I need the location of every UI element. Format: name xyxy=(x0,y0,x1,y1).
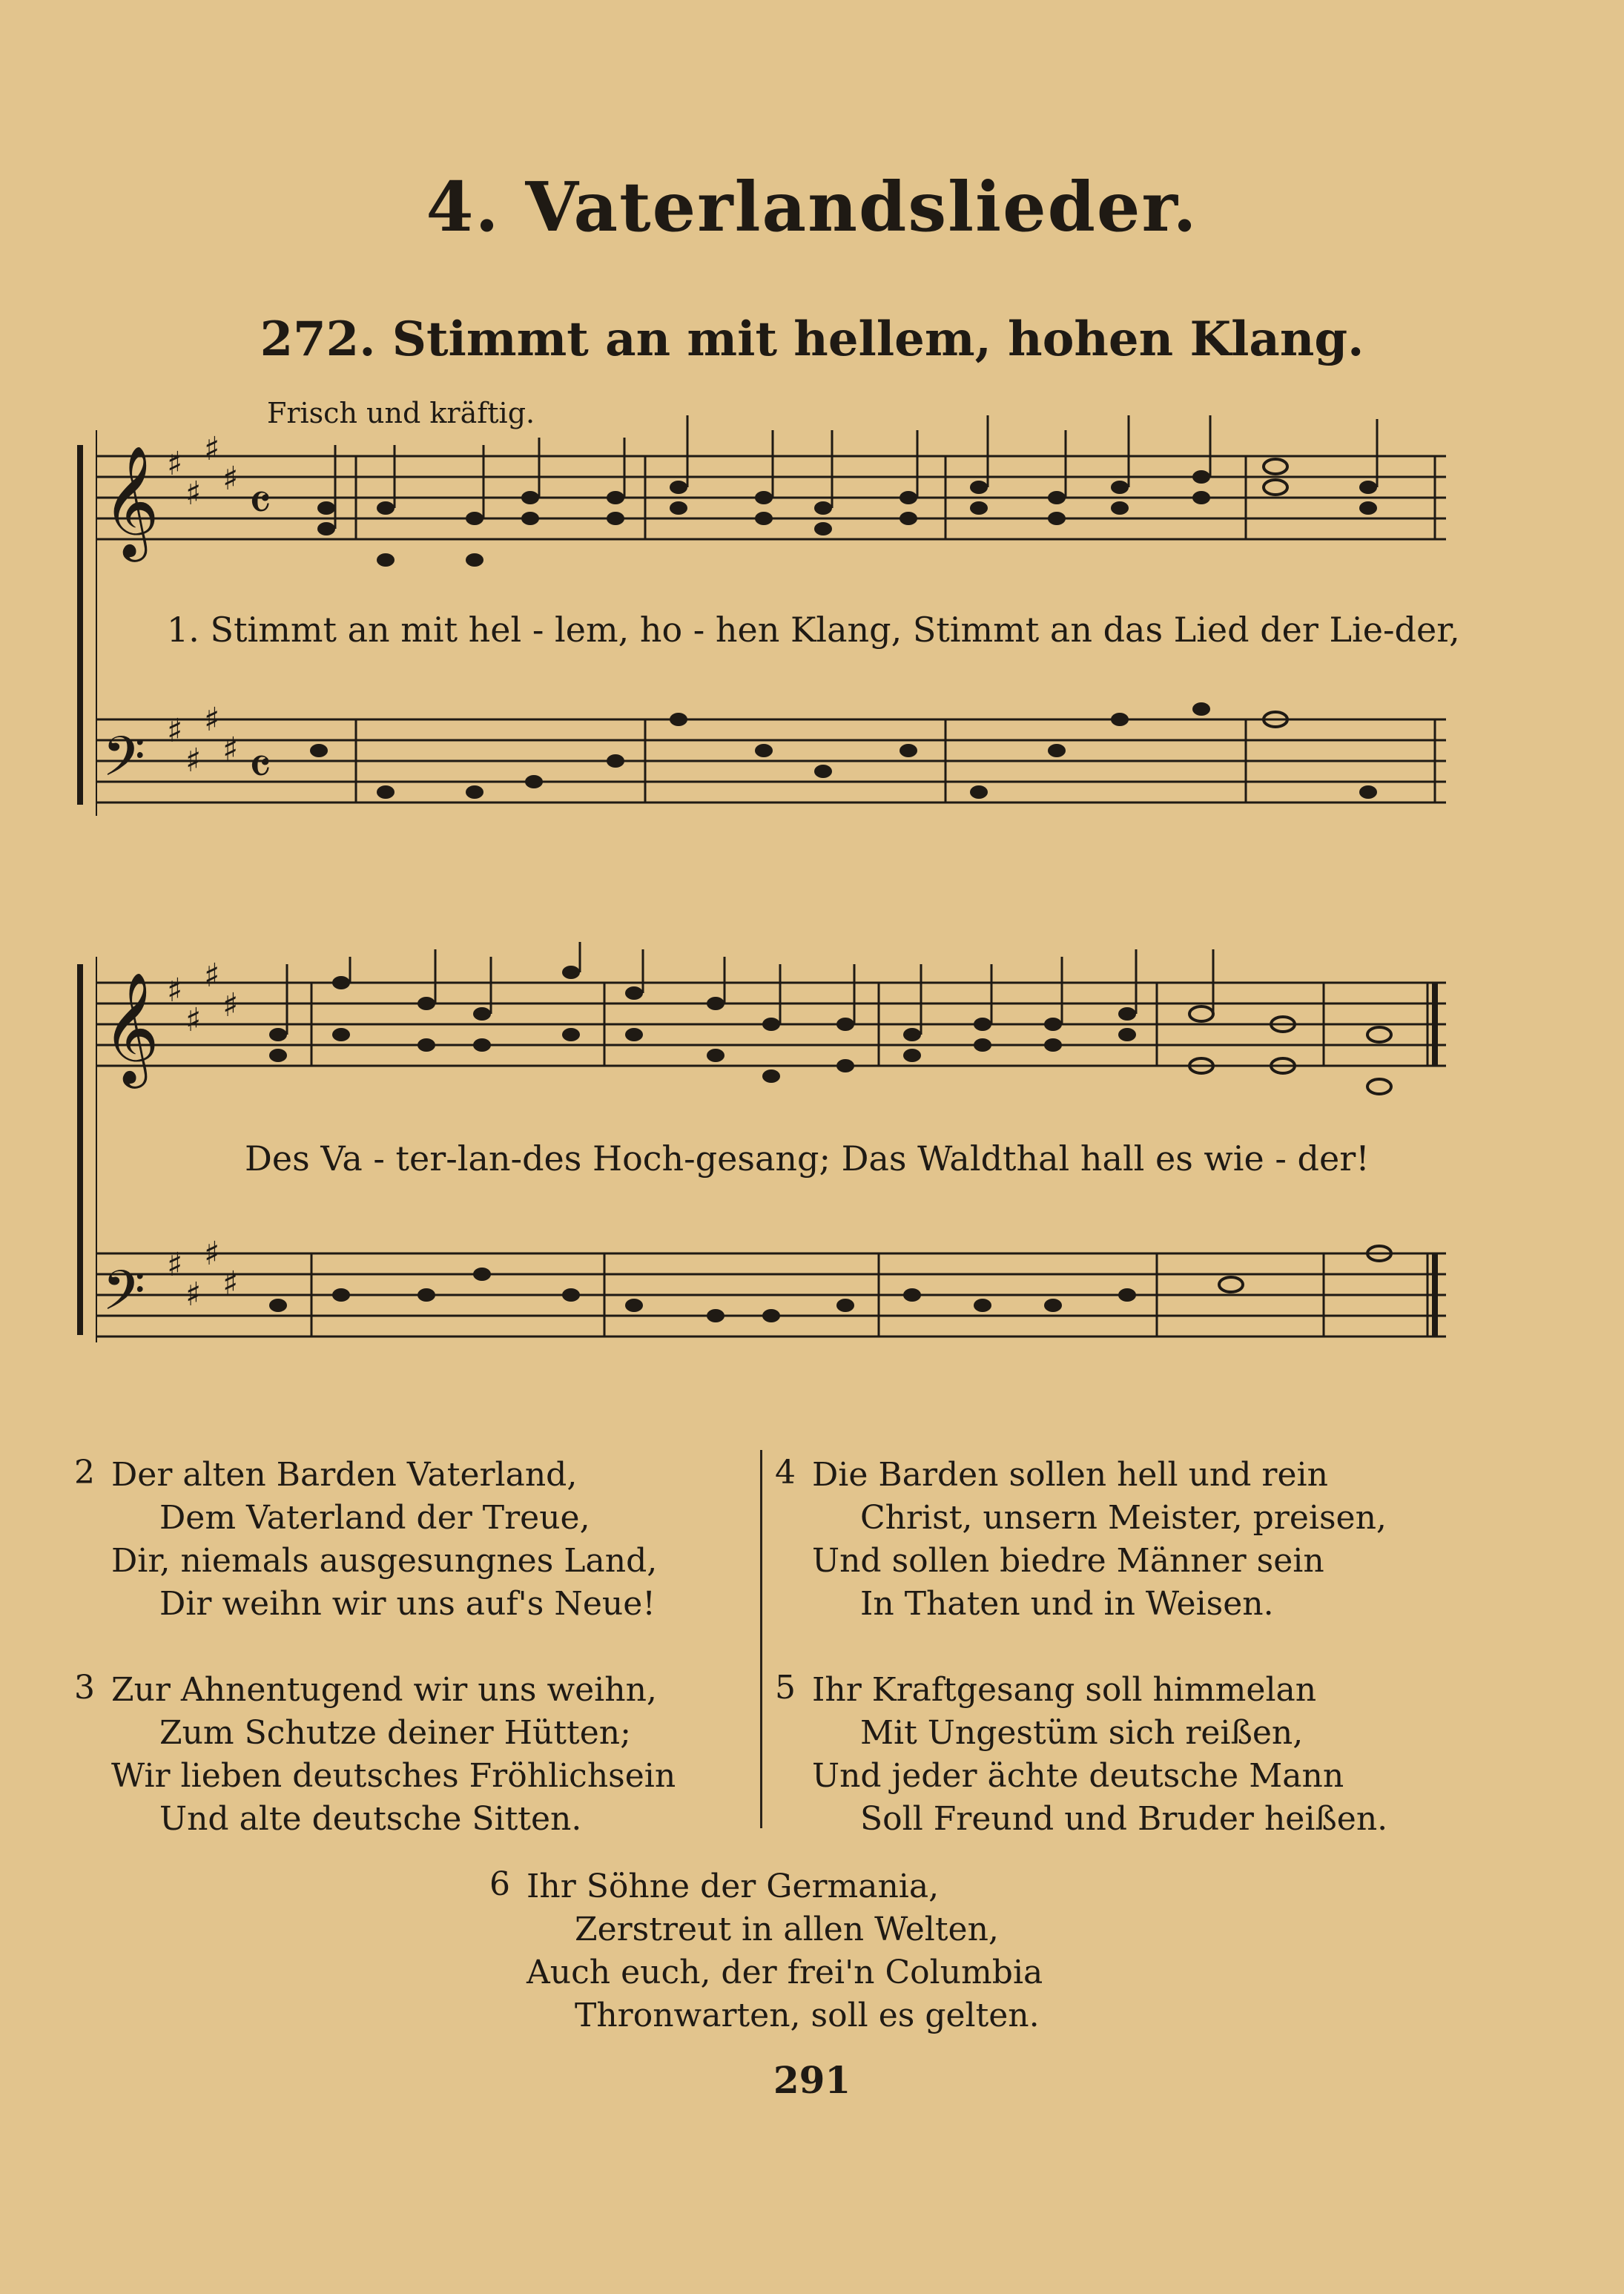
svg-text:♯: ♯ xyxy=(185,742,202,780)
treble-clef-icon: 𝄞 xyxy=(102,444,159,557)
tempo-marking: Frisch und kräftig. xyxy=(267,397,535,429)
lyric-line-2: Des Va - ter-lan-des Hoch-gesang; Das Waldthal hall es wie - der! xyxy=(245,1138,1370,1179)
svg-text:♯: ♯ xyxy=(204,957,220,995)
verse-number: 6 xyxy=(489,1865,510,1903)
svg-text:♯: ♯ xyxy=(167,1246,183,1284)
treble-clef-icon: 𝄞 xyxy=(102,971,159,1084)
verse-number: 4 xyxy=(775,1454,796,1492)
song-title: Stimmt an mit hellem, hohen Klang. xyxy=(392,312,1364,367)
verse-number: 3 xyxy=(74,1669,95,1707)
verse-line: Dir weihn wir uns auf's Neue! xyxy=(159,1585,656,1623)
bass-clef-icon: 𝄢 xyxy=(102,725,145,802)
verse-line: Auch euch, der frei'n Columbia xyxy=(527,1954,1043,1991)
svg-text:♯: ♯ xyxy=(222,731,239,768)
verse-line: Zerstreut in allen Welten, xyxy=(575,1911,999,1948)
verse-line: Thronwarten, soll es gelten. xyxy=(575,1997,1040,2034)
lyric-line-1: 1. Stimmt an mit hel - lem, ho - hen Klang, Stimmt an das Lied der Lie-der, xyxy=(167,610,1460,650)
verses-right-column xyxy=(775,1454,1387,1884)
verse-2 xyxy=(74,1454,676,1626)
verse-line: Wir lieben deutsches Fröhlichsein xyxy=(111,1757,676,1795)
verse-number: 5 xyxy=(775,1669,796,1707)
bass-staff-2 xyxy=(96,1253,1446,1336)
verses-left-column xyxy=(74,1454,676,1884)
verse-5 xyxy=(775,1669,1387,1841)
svg-text:♯: ♯ xyxy=(222,986,239,1024)
svg-text:♯: ♯ xyxy=(185,1276,202,1314)
verse-line: Die Barden sollen hell und rein xyxy=(812,1456,1328,1494)
section-number: 4. xyxy=(426,167,501,247)
verse-line: Dem Vaterland der Treue, xyxy=(159,1499,590,1537)
svg-text:♯: ♯ xyxy=(204,1235,220,1273)
bass-clef-icon: 𝄢 xyxy=(102,1259,145,1336)
song-number: 272. xyxy=(260,312,376,367)
svg-text:♯: ♯ xyxy=(204,430,220,468)
svg-text:♯: ♯ xyxy=(222,460,239,498)
verse-line: Mit Ungestüm sich reißen, xyxy=(860,1714,1304,1752)
note-stems xyxy=(287,415,1377,1035)
svg-text:♯: ♯ xyxy=(204,701,220,739)
verse-line: Zum Schutze deiner Hütten; xyxy=(159,1714,631,1752)
common-time-icon: 𝄴 xyxy=(248,472,272,533)
verse-line: Und sollen biedre Männer sein xyxy=(812,1542,1324,1580)
column-divider xyxy=(760,1450,762,1828)
verse-line: Der alten Barden Vaterland, xyxy=(111,1456,578,1494)
verse-line: Zur Ahnentugend wir uns weihn, xyxy=(111,1671,657,1709)
verse-line: Christ, unsern Meister, preisen, xyxy=(860,1499,1387,1537)
bass-staff-1 xyxy=(96,719,1446,802)
verse-line: Soll Freund und Bruder heißen. xyxy=(860,1800,1388,1838)
svg-text:♯: ♯ xyxy=(167,972,183,1009)
verse-line: Dir, niemals ausgesungnes Land, xyxy=(111,1542,658,1580)
verse-line: Ihr Kraftgesang soll himmelan xyxy=(812,1671,1317,1709)
svg-text:♯: ♯ xyxy=(222,1265,239,1302)
verse-6 xyxy=(489,1865,1043,2037)
svg-text:♯: ♯ xyxy=(185,1001,202,1039)
key-signature-sharp-icon xyxy=(167,430,238,1314)
svg-text:♯: ♯ xyxy=(185,475,202,512)
note-heads xyxy=(269,459,1391,1322)
svg-text:♯: ♯ xyxy=(167,712,183,750)
section-title: Vaterlandslieder. xyxy=(525,167,1198,247)
verse-line: Und jeder ächte deutsche Mann xyxy=(812,1757,1344,1795)
common-time-icon: 𝄴 xyxy=(248,736,272,797)
page-number: 291 xyxy=(773,2058,851,2102)
verse-4 xyxy=(775,1454,1387,1626)
svg-text:♯: ♯ xyxy=(167,445,183,483)
verse-line: Ihr Söhne der Germania, xyxy=(527,1868,940,1905)
verse-line: Und alte deutsche Sitten. xyxy=(159,1800,582,1838)
verse-line: In Thaten und in Weisen. xyxy=(860,1585,1274,1623)
verse-number: 2 xyxy=(74,1454,95,1492)
verse-3 xyxy=(74,1669,676,1841)
